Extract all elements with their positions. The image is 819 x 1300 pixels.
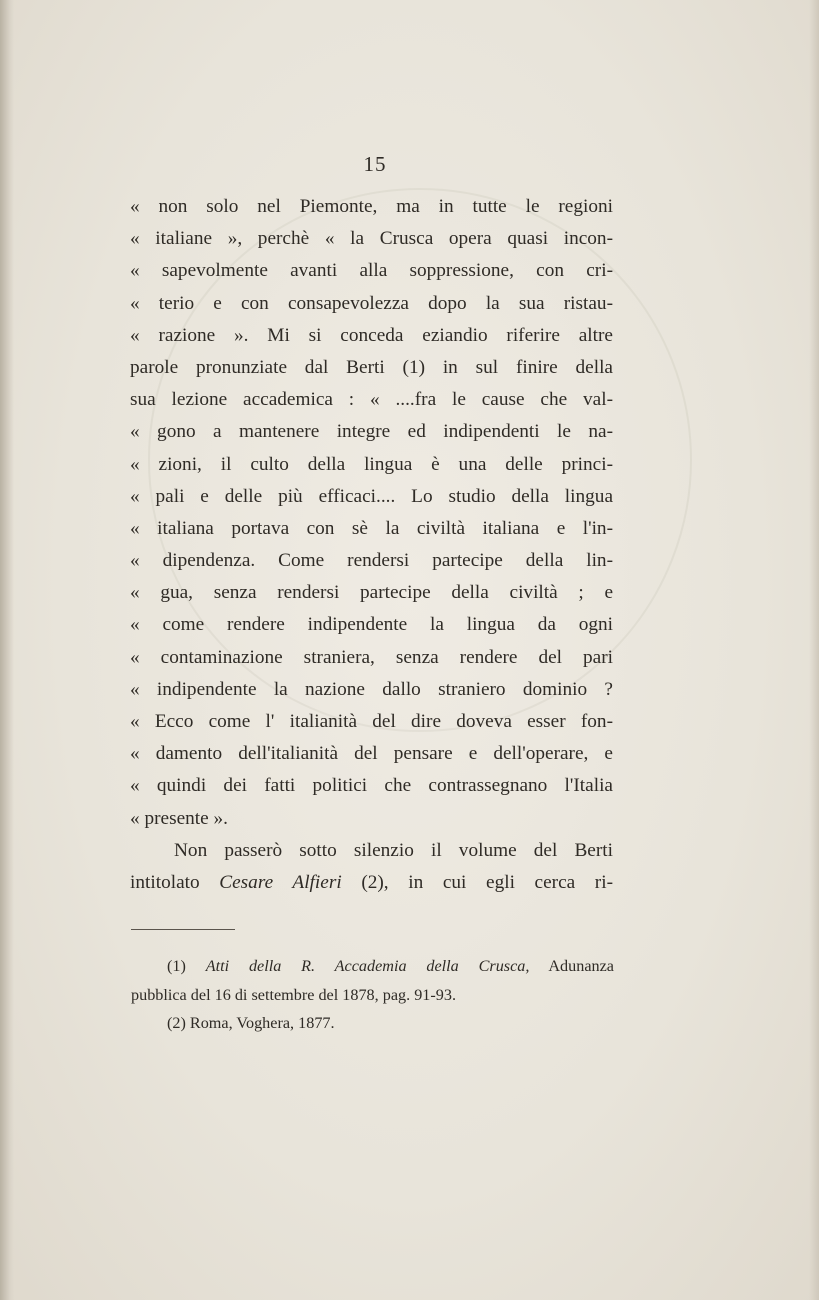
text-line: « dipendenza. Come rendersi partecipe della lin-	[130, 550, 613, 572]
body-text	[130, 191, 613, 899]
text-run: intitolato	[130, 871, 220, 893]
footnote-italic-source: Atti della R. Accademia della Crusca,	[205, 957, 530, 975]
text-line: « sapevolmente avanti alla soppressione, con cri-	[130, 260, 613, 282]
text-line: « presente ».	[130, 807, 228, 829]
text-line: « Ecco come l' italianità del dire doveva esser fon-	[130, 711, 613, 732]
footnote-separator	[131, 929, 235, 930]
text-line: sua lezione accademica : « ....fra le cause che val-	[130, 389, 613, 411]
text-line: « zioni, il culto della lingua è una delle princi-	[130, 453, 613, 475]
text-line: « contaminazione straniera, senza rendere del pari	[130, 646, 613, 668]
footnote-1-continuation: pubblica del 16 di settembre del 1878, pag. 91-93.	[131, 985, 457, 1004]
footnote-number: (1)	[167, 957, 206, 975]
text-line: « non solo nel Piemonte, ma in tutte le regioni	[130, 196, 613, 217]
footnotes	[131, 952, 614, 1038]
text-line: « come rendere indipendente la lingua da ogni	[130, 614, 613, 636]
text-line: « italiana portava con sè la civiltà italiana e l'in-	[130, 517, 613, 539]
footnote-2: (2) Roma, Voghera, 1877.	[167, 1014, 335, 1032]
text-line: « indipendente la nazione dallo straniero dominio ?	[130, 678, 613, 700]
text-line: « razione ». Mi si conceda eziandio riferire altre	[130, 324, 613, 346]
text-line: parole pronunziate dal Berti (1) in sul finire della	[130, 356, 613, 378]
page-edge-shadow	[809, 0, 819, 1300]
book-title-italic: Cesare Alfieri	[219, 871, 342, 893]
page-binding-shadow	[0, 0, 14, 1300]
text-line: « italiane », perchè « la Crusca opera quasi incon-	[130, 228, 613, 250]
footnote-1	[131, 952, 614, 981]
text-line: « terio e con consapevolezza dopo la sua ristau-	[130, 292, 613, 314]
text-line: « gua, senza rendersi partecipe della civiltà ; e	[130, 582, 613, 604]
text-line: « damento dell'italianità del pensare e dell'operare, e	[130, 743, 613, 765]
paragraph-second-line	[130, 867, 613, 899]
text-line: « quindi dei fatti politici che contrassegnano l'Italia	[130, 775, 613, 797]
text-run: Adunanza	[529, 957, 614, 975]
page-number: 15	[363, 152, 387, 176]
text-run: (2), in cui egli cerca ri-	[341, 871, 614, 893]
text-line: « pali e delle più efficaci.... Lo studio della lingua	[130, 485, 613, 507]
text-line: « gono a mantenere integre ed indipendenti le na-	[130, 421, 613, 443]
paragraph-first-line: Non passerò sotto silenzio il volume del Berti	[174, 839, 613, 861]
